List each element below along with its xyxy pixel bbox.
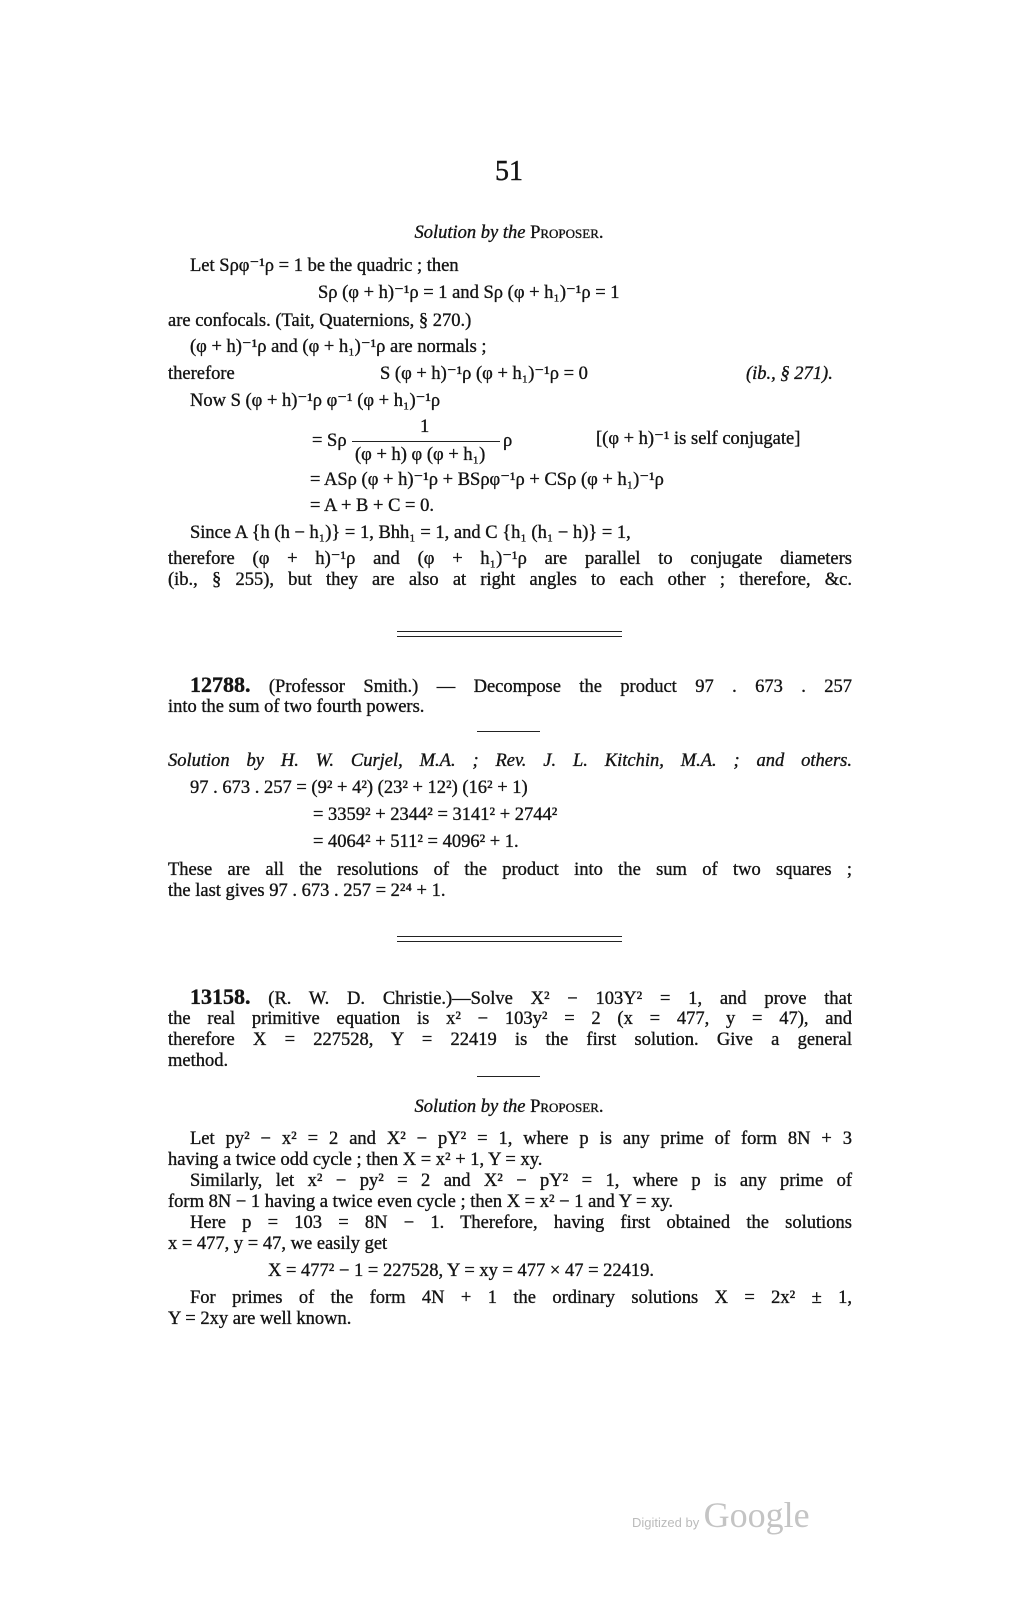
equation-prefix: = Sρ xyxy=(312,431,347,451)
problem-text: method. xyxy=(168,1051,229,1071)
equation-line: S (φ + h)⁻¹ρ (φ + h₁)⁻¹ρ = 0 xyxy=(380,364,588,384)
equation-line: Sρ (φ + h)⁻¹ρ = 1 and Sρ (φ + h₁)⁻¹ρ = 1 xyxy=(318,283,620,303)
fraction-denominator: (φ + h) φ (φ + h₁) xyxy=(355,445,486,465)
google-watermark xyxy=(632,1494,810,1536)
equation-line: = 4064² + 511² = 4096² + 1. xyxy=(313,832,519,852)
text-line: Now S (φ + h)⁻¹ρ φ⁻¹ (φ + h₁)⁻¹ρ xyxy=(190,391,441,411)
solution-heading: Solution by H. W. Curjel, M.A. ; Rev. J. L. Kitchin, M.A. ; and others. xyxy=(168,751,852,771)
divider xyxy=(397,941,622,942)
text-line: Since A {h (h − h₁)} = 1, Bhh₁ = 1, and C {h₁ (h₁ − h)} = 1, xyxy=(190,523,631,543)
google-logo: Google xyxy=(703,1495,810,1535)
text-line: x = 477, y = 47, we easily get xyxy=(168,1234,388,1254)
problem-statement xyxy=(190,674,852,698)
text-line: (φ + h)⁻¹ρ and (φ + h₁)⁻¹ρ are normals ; xyxy=(190,337,487,357)
text-line: These are all the resolutions of the product into the sum of two squares ; xyxy=(168,860,852,880)
fraction-numerator: 1 xyxy=(420,417,430,437)
text-line: Similarly, let x² − py² = 2 and X² − pY² = 1, where p is any prime of xyxy=(190,1171,852,1191)
equation-line: = 3359² + 2344² = 3141² + 2744² xyxy=(313,805,558,825)
solution-heading xyxy=(0,222,1018,244)
text-line: are confocals. (Tait, Quaternions, § 270.) xyxy=(168,311,472,331)
text-line: For primes of the form 4N + 1 the ordinary solutions X = 2x² ± 1, xyxy=(190,1288,852,1308)
divider xyxy=(397,936,622,937)
equation-line: X = 477² − 1 = 227528, Y = xy = 477 × 47 = 22419. xyxy=(268,1261,655,1281)
text-line: (ib., § 255), but they are also at right angles to each other ; therefore, &c. xyxy=(168,570,852,590)
text-line: the last gives 97 . 673 . 257 = 2²⁴ + 1. xyxy=(168,881,446,901)
heading-italic: Solution by the xyxy=(414,1097,526,1117)
problem-text: (R. W. D. Christie.)—Solve X² − 103Y² = 1, and prove that xyxy=(268,989,852,1009)
solution-heading xyxy=(0,1096,1018,1118)
text-line: Let Sρφ⁻¹ρ = 1 be the quadric ; then xyxy=(190,256,459,276)
fraction-bar xyxy=(352,441,500,442)
note: [(φ + h)⁻¹ is self conjugate] xyxy=(596,429,801,449)
equation-line: 97 . 673 . 257 = (9² + 4²) (23² + 12²) (16² + 1) xyxy=(190,778,528,798)
short-divider xyxy=(477,731,540,732)
page-number: 51 xyxy=(495,156,523,187)
text-line: Let py² − x² = 2 and X² − pY² = 1, where p is any prime of form 8N + 3 xyxy=(190,1129,852,1149)
problem-text: into the sum of two fourth powers. xyxy=(168,697,425,717)
reference: (ib., § 271). xyxy=(746,364,833,384)
equation-suffix: ρ xyxy=(503,431,513,451)
text-line: therefore (φ + h)⁻¹ρ and (φ + h₁)⁻¹ρ are parallel to conjugate diameters xyxy=(168,549,852,569)
divider xyxy=(397,631,622,632)
problem-statement xyxy=(190,986,852,1010)
problem-text: (Professor Smith.) — Decompose the product 97 . 673 . 257 xyxy=(268,677,852,697)
heading-name: Proposer. xyxy=(530,1097,604,1117)
heading-name: Proposer. xyxy=(530,223,604,243)
text-line: having a twice odd cycle ; then X = x² + 1, Y = xy. xyxy=(168,1150,543,1170)
text-line: form 8N − 1 having a twice even cycle ; then X = x² − 1 and Y = xy. xyxy=(168,1192,674,1212)
text-line: Y = 2xy are well known. xyxy=(168,1309,352,1329)
equation-line: = A + B + C = 0. xyxy=(310,496,434,516)
problem-number: 12788. xyxy=(190,672,251,697)
equation-line: = ASρ (φ + h)⁻¹ρ + BSρφ⁻¹ρ + CSρ (φ + h₁)⁻¹ρ xyxy=(310,470,664,490)
short-divider xyxy=(477,1076,540,1077)
heading-italic: Solution by the xyxy=(414,223,526,243)
text-line: Here p = 103 = 8N − 1. Therefore, having first obtained the solutions xyxy=(190,1213,852,1233)
problem-text: the real primitive equation is x² − 103y² = 2 (x = 477, y = 47), and xyxy=(168,1009,852,1029)
watermark-text: Digitized by xyxy=(632,1515,700,1530)
text-line: therefore xyxy=(168,364,235,384)
problem-text: therefore X = 227528, Y = 22419 is the first solution. Give a general xyxy=(168,1030,852,1050)
divider xyxy=(397,636,622,637)
problem-number: 13158. xyxy=(190,984,251,1009)
